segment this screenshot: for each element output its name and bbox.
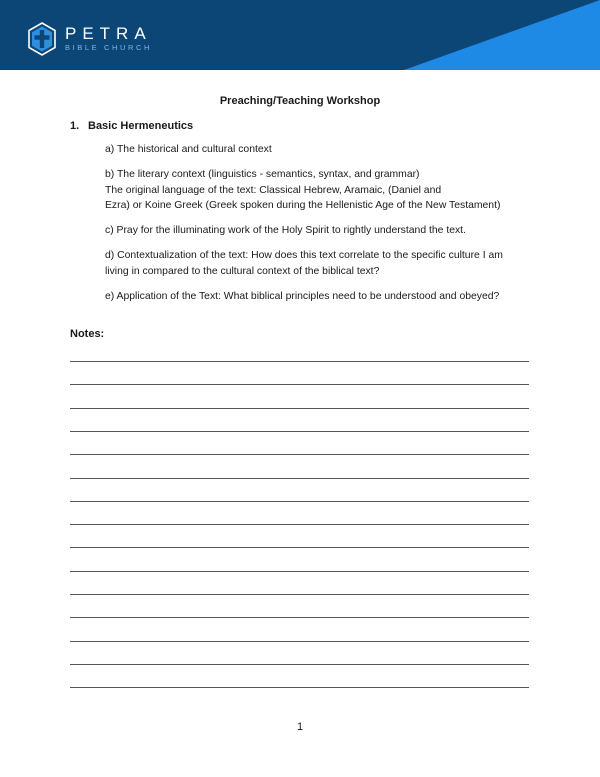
- list-item-line: living in compared to the cultural context of the biblical text?: [105, 265, 380, 277]
- logo-subtitle: BIBLE CHURCH: [65, 43, 153, 52]
- note-line: [70, 524, 529, 525]
- note-line: [70, 384, 529, 385]
- list-item-line: d) Contextualization of the text: How does this text correlate to the specific culture I am: [105, 250, 503, 261]
- church-logo[interactable]: [27, 22, 152, 56]
- logo-name: PETRA: [65, 24, 152, 43]
- section-number: 1.: [70, 120, 80, 132]
- note-line: [70, 664, 529, 665]
- note-line: [70, 547, 529, 548]
- list-item-line: c) Pray for the illuminating work of the Holy Spirit to rightly understand the text.: [105, 225, 466, 236]
- list-item-application: [105, 289, 545, 305]
- note-line: [70, 478, 529, 479]
- list-item-line: b) The literary context (linguistics - semantics, syntax, and grammar): [105, 169, 420, 180]
- list-item-contextualization: [105, 248, 545, 279]
- list-item-line: Ezra) or Koine Greek (Greek spoken during the Hellenistic Age of the New Testament): [105, 200, 501, 211]
- note-line: [70, 617, 529, 618]
- section-heading: [70, 120, 193, 132]
- list-item-literary-context: [105, 167, 545, 214]
- note-line: [70, 594, 529, 595]
- note-line: [70, 361, 529, 362]
- note-line: [70, 501, 529, 502]
- page-number: 1: [296, 721, 304, 733]
- list-item-historical-context: [105, 142, 545, 158]
- note-line: [70, 454, 529, 455]
- list-item-line: The original language of the text: Classical Hebrew, Aramaic, (Daniel and: [105, 184, 442, 196]
- document-title: Preaching/Teaching Workshop: [219, 95, 381, 107]
- section-title: Basic Hermeneutics: [88, 120, 194, 132]
- list-item-line: a) The historical and cultural context: [105, 144, 272, 155]
- note-line: [70, 431, 529, 432]
- note-line: [70, 687, 529, 688]
- cross-shield-icon: [27, 22, 57, 56]
- note-line: [70, 408, 529, 409]
- note-line: [70, 571, 529, 572]
- note-line: [70, 641, 529, 642]
- list-item-prayer: [105, 223, 545, 239]
- list-item-line: e) Application of the Text: What biblical principles need to be understood and obeyed?: [105, 291, 500, 302]
- notes-label: Notes:: [70, 328, 105, 340]
